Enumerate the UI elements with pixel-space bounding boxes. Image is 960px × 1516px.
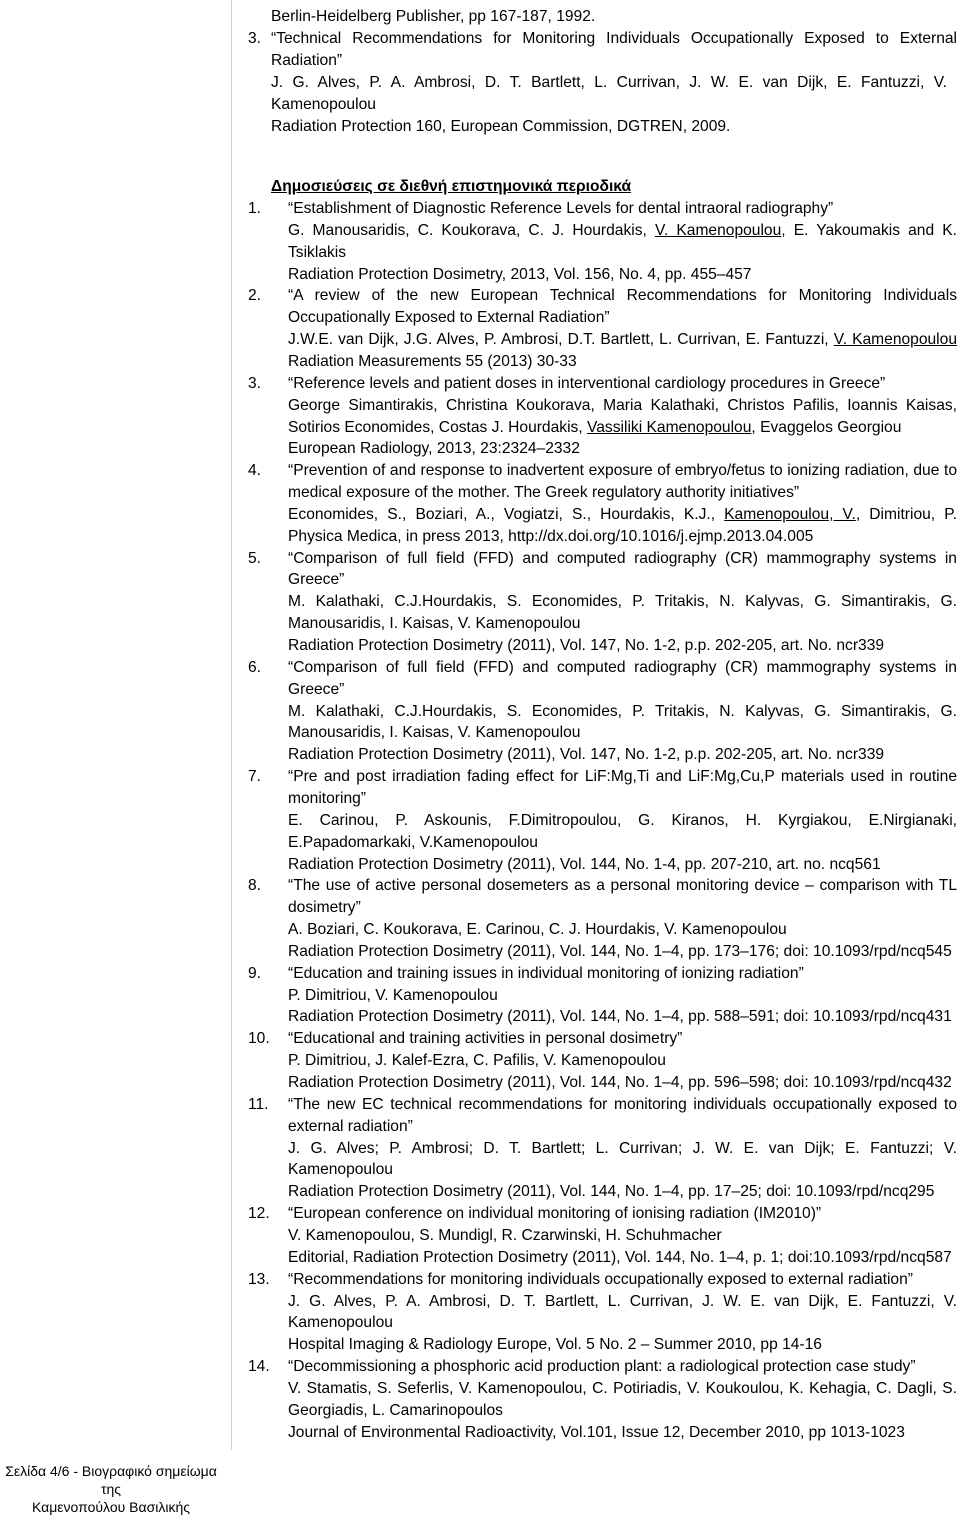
publication-detail: Kamenopoulou bbox=[288, 1161, 393, 1179]
item-number: 8. bbox=[248, 877, 262, 895]
publication-detail: Hospital Imaging & Radiology Europe, Vol. 5 No. 2 – Summer 2010, pp 14-16 bbox=[288, 1336, 822, 1354]
publication-detail: dosimetry” bbox=[288, 899, 361, 917]
publication-title: “Decommissioning a phosphoric acid production plant: a radiological protection case study” bbox=[288, 1358, 916, 1376]
item-number: 5. bbox=[248, 549, 262, 567]
item-number: 14. bbox=[248, 1358, 270, 1376]
publication-detail: Radiation Protection Dosimetry (2011), Vol. 144, No. 1–4, pp. 173–176; doi: 10.1093/rpd/ncq545 bbox=[288, 942, 952, 960]
publication-detail: European Radiology, 2013, 23:2324–2332 bbox=[288, 440, 580, 458]
publication-title: “Comparison of full field (FFD) and computed radiography (CR) mammography systems in bbox=[288, 549, 957, 567]
publication-detail: Editorial, Radiation Protection Dosimetry (2011), Vol. 144, No. 1–4, p. 1; doi:10.1093/rpd/ncq587 bbox=[288, 1248, 952, 1266]
reference-line: Berlin-Heidelberg Publisher, pp 167-187, 1992. bbox=[271, 8, 596, 25]
publication-detail: P. Dimitriou, V. Kamenopoulou bbox=[288, 986, 498, 1004]
publication-title: “Prevention of and response to inadvertent exposure of embryo/fetus to ionizing radiation, due to bbox=[288, 462, 957, 480]
publication-detail: V. Kamenopoulou, S. Mundigl, R. Czarwinski, H. Schuhmacher bbox=[288, 1226, 722, 1244]
publication-detail: Sotirios Economides, Costas J. Hourdakis, Vassiliki Kamenopoulou, Evaggelos Georgiou bbox=[288, 418, 902, 436]
footer-page-info: Σελίδα 4/6 - Βιογραφικό σημείωμα της bbox=[5, 1463, 217, 1497]
publication-detail: Greece” bbox=[288, 680, 345, 698]
publication-detail: George Simantirakis, Christina Koukorava, Maria Kalathaki, Christos Pafilis, Ioannis Kaisas, bbox=[288, 396, 957, 414]
publication-title: “The use of active personal dosemeters as a personal monitoring device – comparison with TL bbox=[288, 877, 957, 895]
publication-detail: Radiation Protection Dosimetry (2011), Vol. 144, No. 1–4, pp. 596–598; doi: 10.1093/rpd/ncq432 bbox=[288, 1074, 952, 1091]
publication-title: “Recommendations for monitoring individuals occupationally exposed to external radiation” bbox=[288, 1270, 913, 1288]
publication-detail: Occupationally Exposed to External Radiation” bbox=[288, 309, 610, 327]
margin-rule bbox=[231, 0, 232, 1450]
item-number: 12. bbox=[248, 1205, 270, 1223]
publication-detail: Radiation Measurements 55 (2013) 30-33 bbox=[288, 352, 577, 370]
publication-detail: external radiation” bbox=[288, 1117, 413, 1135]
publication-detail: Economides, S., Boziari, A., Vogiatzi, S., Hourdakis, K.J., Kamenopoulou, V., Dimitriou, P. bbox=[288, 505, 957, 523]
item-number: 10. bbox=[248, 1030, 270, 1048]
publication-title: “Educational and training activities in personal dosimetry” bbox=[288, 1030, 683, 1048]
reference-authors: Kamenopoulou bbox=[271, 96, 376, 113]
item-number: 1. bbox=[248, 200, 262, 217]
item-number: 11. bbox=[248, 1095, 269, 1113]
reference-title: “Technical Recommendations for Monitoring Individuals Occupationally Exposed to External bbox=[271, 30, 957, 47]
publication-title: “The new EC technical recommendations for monitoring individuals occupationally exposed to bbox=[288, 1095, 957, 1113]
section-heading: Δημοσιεύσεις σε διεθνή επιστημονικά περιοδικά bbox=[271, 178, 632, 195]
publication-title: “Establishment of Diagnostic Reference Levels for dental intraoral radiography” bbox=[288, 200, 834, 217]
publication-detail: Radiation Protection Dosimetry (2011), Vol. 144, No. 1–4, pp. 588–591; doi: 10.1093/rpd/ncq431 bbox=[288, 1008, 952, 1026]
publication-detail: V. Stamatis, S. Seferlis, V. Kamenopoulou, C. Potiriadis, V. Koukoulou, K. Kehagia, C. Dagli, S. bbox=[288, 1379, 957, 1397]
publication-detail: E. Carinou, P. Askounis, F.Dimitropoulou, G. Kiranos, H. Kyrgiakou, E.Nirgianaki, bbox=[288, 811, 957, 829]
highlighted-author: V. Kamenopoulou bbox=[833, 331, 957, 349]
item-number: 2. bbox=[248, 287, 262, 305]
publication-detail: monitoring” bbox=[288, 789, 366, 807]
publication-title: “Comparison of full field (FFD) and computed radiography (CR) mammography systems in bbox=[288, 658, 957, 676]
item-number: 3. bbox=[248, 30, 262, 47]
publication-detail: Greece” bbox=[288, 571, 345, 589]
highlighted-author: Kamenopoulou, V. bbox=[724, 505, 856, 523]
publication-detail: Radiation Protection Dosimetry (2011), Vol. 144, No. 1-4, pp. 207-210, art. no. ncq561 bbox=[288, 855, 881, 873]
publication-detail: medical exposure of the mother. The Greek regulatory authority initiatives” bbox=[288, 484, 800, 502]
publication-detail: Physica Medica, in press 2013, http://dx.doi.org/10.1016/j.ejmp.2013.04.005 bbox=[288, 527, 814, 545]
reference-source: Radiation Protection 160, European Commission, DGTREN, 2009. bbox=[271, 118, 731, 135]
item-number: 4. bbox=[248, 462, 262, 480]
reference-title: Radiation” bbox=[271, 52, 343, 69]
page-footer bbox=[0, 1462, 222, 1516]
item-number: 6. bbox=[248, 658, 262, 676]
publication-detail: Radiation Protection Dosimetry (2011), Vol. 144, No. 1–4, pp. 17–25; doi: 10.1093/rpd/ncq295 bbox=[288, 1183, 935, 1201]
item-number: 13. bbox=[248, 1270, 270, 1288]
publication-detail: Tsiklakis bbox=[288, 243, 347, 261]
reference-authors: J. G. Alves, P. A. Ambrosi, D. T. Bartlett, L. Currivan, J. W. E. van Dijk, E. Fantuzzi, V. bbox=[271, 74, 947, 91]
highlighted-author: V. Kamenopoulou bbox=[654, 221, 782, 239]
publication-detail: J.W.E. van Dijk, J.G. Alves, P. Ambrosi, D.T. Bartlett, L. Currivan, E. Fantuzzi, V. Kamenopoulou bbox=[288, 331, 957, 349]
publication-detail: A. Boziari, C. Koukorava, E. Carinou, C. J. Hourdakis, V. Kamenopoulou bbox=[288, 921, 787, 939]
publication-title: “Pre and post irradiation fading effect for LiF:Mg,Ti and LiF:Mg,Cu,P materials used in routine bbox=[288, 768, 957, 786]
item-number: 3. bbox=[248, 374, 262, 392]
item-number: 7. bbox=[248, 768, 262, 786]
highlighted-author: Vassiliki Kamenopoulou bbox=[587, 418, 752, 436]
publication-title: “Education and training issues in individual monitoring of ionizing radiation” bbox=[288, 964, 804, 982]
publication-title: “Reference levels and patient doses in interventional cardiology procedures in Greece” bbox=[288, 374, 886, 392]
publication-detail: P. Dimitriou, J. Kalef-Ezra, C. Pafilis, V. Kamenopoulou bbox=[288, 1052, 666, 1070]
publication-detail: Radiation Protection Dosimetry, 2013, Vol. 156, No. 4, pp. 455–457 bbox=[288, 265, 752, 283]
publication-detail: Radiation Protection Dosimetry (2011), Vol. 147, No. 1-2, p.p. 202-205, art. No. ncr339 bbox=[288, 746, 885, 764]
publication-detail: Kamenopoulou bbox=[288, 1314, 393, 1332]
publication-title: “A review of the new European Technical Recommendations for Monitoring Individuals bbox=[288, 287, 957, 305]
publication-detail: Manousaridis, I. Kaisas, V. Kamenopoulou bbox=[288, 615, 581, 633]
publication-detail: G. Manousaridis, C. Koukorava, C. J. Hourdakis, V. Kamenopoulou, E. Yakoumakis and K. bbox=[288, 221, 957, 239]
item-number: 9. bbox=[248, 964, 262, 982]
publication-detail: E.Papadomarkaki, V.Kamenopoulou bbox=[288, 833, 538, 851]
publication-detail: J. G. Alves, P. A. Ambrosi, D. T. Bartlett, L. Currivan, J. W. E. van Dijk, E. Fantuzzi, V. bbox=[288, 1292, 957, 1310]
publication-detail: M. Kalathaki, C.J.Hourdakis, S. Economides, P. Tritakis, N. Kalyvas, G. Simantirakis, G. bbox=[288, 702, 957, 720]
publication-detail: J. G. Alves; P. Ambrosi; D. T. Bartlett; L. Currivan; J. W. E. van Dijk; E. Fantuzzi; V. bbox=[288, 1139, 957, 1157]
publication-title: “European conference on individual monitoring of ionising radiation (IM2010)” bbox=[288, 1205, 822, 1223]
publication-detail: Manousaridis, I. Kaisas, V. Kamenopoulou bbox=[288, 724, 581, 742]
publication-detail: Radiation Protection Dosimetry (2011), Vol. 147, No. 1-2, p.p. 202-205, art. No. ncr339 bbox=[288, 637, 885, 654]
publication-detail: Journal of Environmental Radioactivity, Vol.101, Issue 12, December 2010, pp 1013-1023 bbox=[288, 1423, 905, 1441]
footer-owner: Καμενοπούλου Βασιλικής bbox=[31, 1499, 190, 1515]
publication-detail: M. Kalathaki, C.J.Hourdakis, S. Economides, P. Tritakis, N. Kalyvas, G. Simantirakis, G. bbox=[288, 593, 957, 611]
publication-detail: Georgiadis, L. Camarinopoulos bbox=[288, 1401, 503, 1419]
